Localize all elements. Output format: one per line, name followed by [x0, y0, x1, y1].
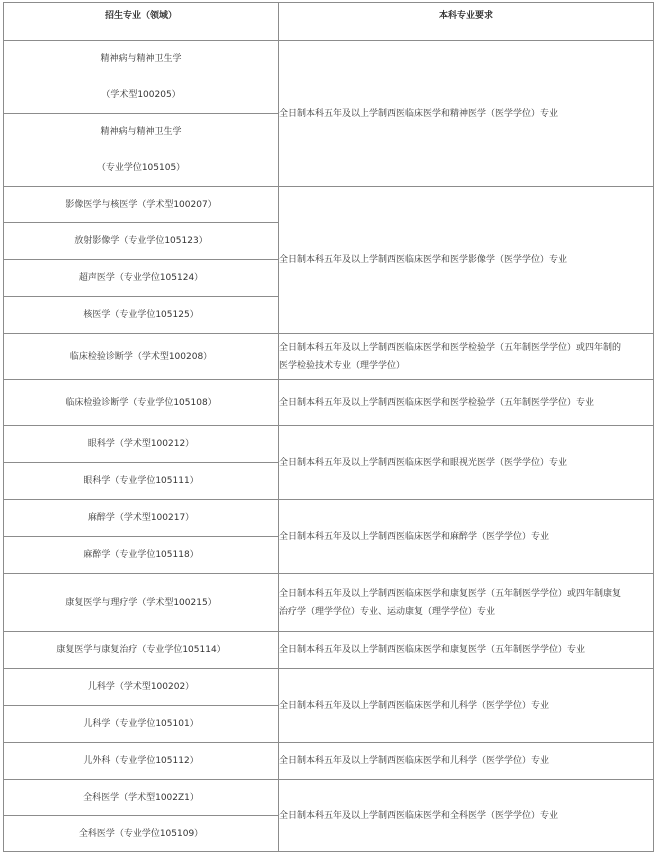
table-row — [4, 574, 654, 632]
header-requirement: 本科专业要求 — [279, 3, 654, 41]
major-cell: 全科医学（专业学位105109） — [4, 816, 279, 852]
requirement-cell: 全日制本科五年及以上学制西医临床医学和医学影像学（医学学位）专业 — [279, 187, 654, 334]
major-cell: 康复医学与康复治疗（专业学位105114） — [4, 632, 279, 669]
requirement-cell: 全日制本科五年及以上学制西医临床医学和儿科学（医学学位）专业 — [279, 669, 654, 743]
requirement-cell: 全日制本科五年及以上学制西医临床医学和医学检验学（五年制医学学位）专业 — [279, 380, 654, 426]
requirement-cell — [279, 334, 654, 380]
major-cell: 儿科学（学术型100202） — [4, 669, 279, 706]
requirement-line: 全日制本科五年及以上学制西医临床医学和医学检验学（五年制医学学位）或四年制的 — [279, 342, 622, 353]
table-row — [4, 500, 654, 537]
header-major: 招生专业（领域） — [4, 3, 279, 41]
table-row — [4, 334, 654, 380]
major-cell: 儿外科（专业学位105112） — [4, 743, 279, 780]
table-row — [4, 187, 654, 223]
requirement-line: 医学检验技术专业（理学学位） — [279, 360, 406, 371]
requirement-cell: 全日制本科五年及以上学制西医临床医学和儿科学（医学学位）专业 — [279, 743, 654, 780]
table-row — [4, 743, 654, 780]
requirement-line: 治疗学（理学学位）专业、运动康复（理学学位）专业 — [279, 606, 496, 617]
table-row — [4, 426, 654, 463]
major-cell: 全科医学（学术型1002Z1） — [4, 780, 279, 816]
major-cell: 康复医学与理疗学（学术型100215） — [4, 574, 279, 632]
table-row — [4, 41, 654, 114]
table-row — [4, 380, 654, 426]
requirement-cell — [279, 574, 654, 632]
requirement-cell: 全日制本科五年及以上学制西医临床医学和眼视光医学（医学学位）专业 — [279, 426, 654, 500]
major-code: （专业学位105105） — [96, 163, 186, 173]
major-cell: 超声医学（专业学位105124） — [4, 260, 279, 297]
major-cell: 儿科学（专业学位105101） — [4, 706, 279, 743]
major-cell: 放射影像学（专业学位105123） — [4, 223, 279, 260]
requirement-line: 全日制本科五年及以上学制西医临床医学和康复医学（五年制医学学位）或四年制康复 — [279, 588, 622, 599]
major-cell: 麻醉学（学术型100217） — [4, 500, 279, 537]
major-cell — [4, 41, 279, 114]
major-cell — [4, 114, 279, 187]
table-header-row — [4, 3, 654, 41]
major-cell: 临床检验诊断学（学术型100208） — [4, 334, 279, 380]
table-row — [4, 632, 654, 669]
major-cell: 眼科学（专业学位105111） — [4, 463, 279, 500]
major-cell: 眼科学（学术型100212） — [4, 426, 279, 463]
major-cell: 核医学（专业学位105125） — [4, 297, 279, 334]
major-cell: 影像医学与核医学（学术型100207） — [4, 187, 279, 223]
major-cell: 临床检验诊断学（专业学位105108） — [4, 380, 279, 426]
requirement-cell: 全日制本科五年及以上学制西医临床医学和康复医学（五年制医学学位）专业 — [279, 632, 654, 669]
table-row — [4, 669, 654, 706]
requirement-cell: 全日制本科五年及以上学制西医临床医学和精神医学（医学学位）专业 — [279, 41, 654, 187]
major-cell: 麻醉学（专业学位105118） — [4, 537, 279, 574]
requirement-cell: 全日制本科五年及以上学制西医临床医学和全科医学（医学学位）专业 — [279, 780, 654, 852]
admission-requirements-table — [3, 2, 654, 852]
table-row — [4, 780, 654, 816]
requirement-cell: 全日制本科五年及以上学制西医临床医学和麻醉学（医学学位）专业 — [279, 500, 654, 574]
major-name: 精神病与精神卫生学 — [100, 127, 182, 137]
major-name: 精神病与精神卫生学 — [100, 54, 182, 64]
major-code: （学术型100205） — [101, 90, 181, 100]
